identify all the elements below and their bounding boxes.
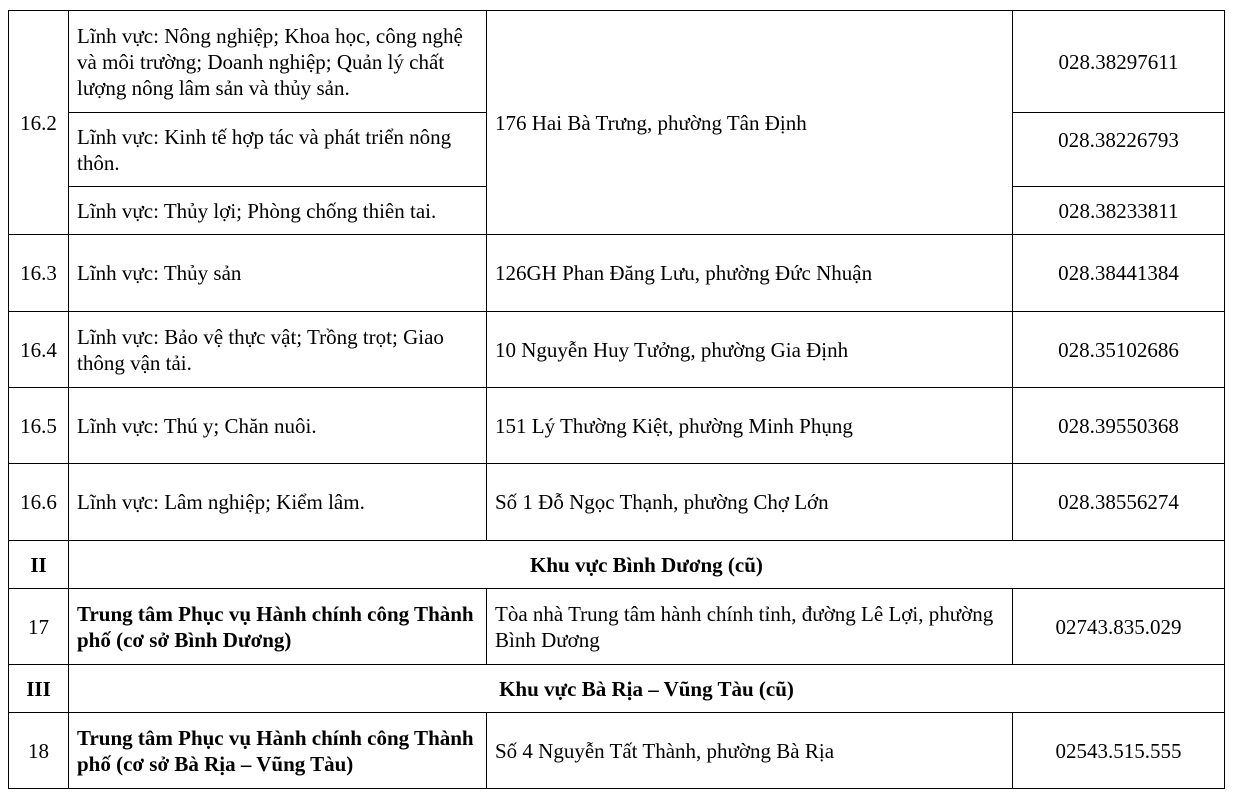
row-number: 16.6 [9,464,69,541]
phone-cell: 02543.515.555 [1013,713,1225,789]
phone-cell: 028.39550368 [1013,388,1225,464]
field-cell: Lĩnh vực: Thủy lợi; Phòng chống thiên tai. [69,187,487,235]
table-row [9,464,1225,541]
table-row [9,589,1225,665]
field-cell: Lĩnh vực: Thủy sản [69,235,487,312]
address-cell: 151 Lý Thường Kiệt, phường Minh Phụng [487,388,1013,464]
row-number: 16.5 [9,388,69,464]
address-cell: Tòa nhà Trung tâm hành chính tỉnh, đường Lê Lợi, phường Bình Dương [487,589,1013,665]
field-cell: Lĩnh vực: Nông nghiệp; Khoa học, công nghệ và môi trường; Doanh nghiệp; Quản lý chất lượng nông lâm sản và thủy sản. [69,11,487,113]
office-name-cell: Trung tâm Phục vụ Hành chính công Thành phố (cơ sở Bình Dương) [69,589,487,665]
section-row [9,665,1225,713]
field-cell: Lĩnh vực: Lâm nghiệp; Kiểm lâm. [69,464,487,541]
row-number: 16.4 [9,312,69,388]
field-cell: Lĩnh vực: Thú y; Chăn nuôi. [69,388,487,464]
section-number: II [9,541,69,589]
phone-cell: 028.38233811 [1013,187,1225,235]
phone-cell: 028.38441384 [1013,235,1225,312]
address-cell: 176 Hai Bà Trưng, phường Tân Định [487,11,1013,235]
table-row [9,713,1225,789]
row-number: 18 [9,713,69,789]
address-cell: 126GH Phan Đăng Lưu, phường Đức Nhuận [487,235,1013,312]
document-page [8,10,1225,789]
row-number: 16.3 [9,235,69,312]
phone-cell: 028.35102686 [1013,312,1225,388]
table-row [9,235,1225,312]
office-directory-table [8,10,1225,789]
section-row [9,541,1225,589]
address-cell: 10 Nguyễn Huy Tưởng, phường Gia Định [487,312,1013,388]
phone-cell: 02743.835.029 [1013,589,1225,665]
table-row [9,312,1225,388]
section-title: Khu vực Bình Dương (cũ) [69,541,1225,589]
phone-cell: 028.38556274 [1013,464,1225,541]
phone-cell: 028.38297611 [1013,11,1225,113]
section-title: Khu vực Bà Rịa – Vũng Tàu (cũ) [69,665,1225,713]
office-name-cell: Trung tâm Phục vụ Hành chính công Thành phố (cơ sở Bà Rịa – Vũng Tàu) [69,713,487,789]
field-cell: Lĩnh vực: Kinh tế hợp tác và phát triển nông thôn. [69,113,487,187]
section-number: III [9,665,69,713]
row-number: 17 [9,589,69,665]
address-cell: Số 4 Nguyễn Tất Thành, phường Bà Rịa [487,713,1013,789]
table-row [9,11,1225,113]
table-row [9,388,1225,464]
row-number: 16.2 [9,11,69,235]
field-cell: Lĩnh vực: Bảo vệ thực vật; Trồng trọt; Giao thông vận tải. [69,312,487,388]
address-cell: Số 1 Đỗ Ngọc Thạnh, phường Chợ Lớn [487,464,1013,541]
phone-cell: 028.38226793 [1013,113,1225,187]
